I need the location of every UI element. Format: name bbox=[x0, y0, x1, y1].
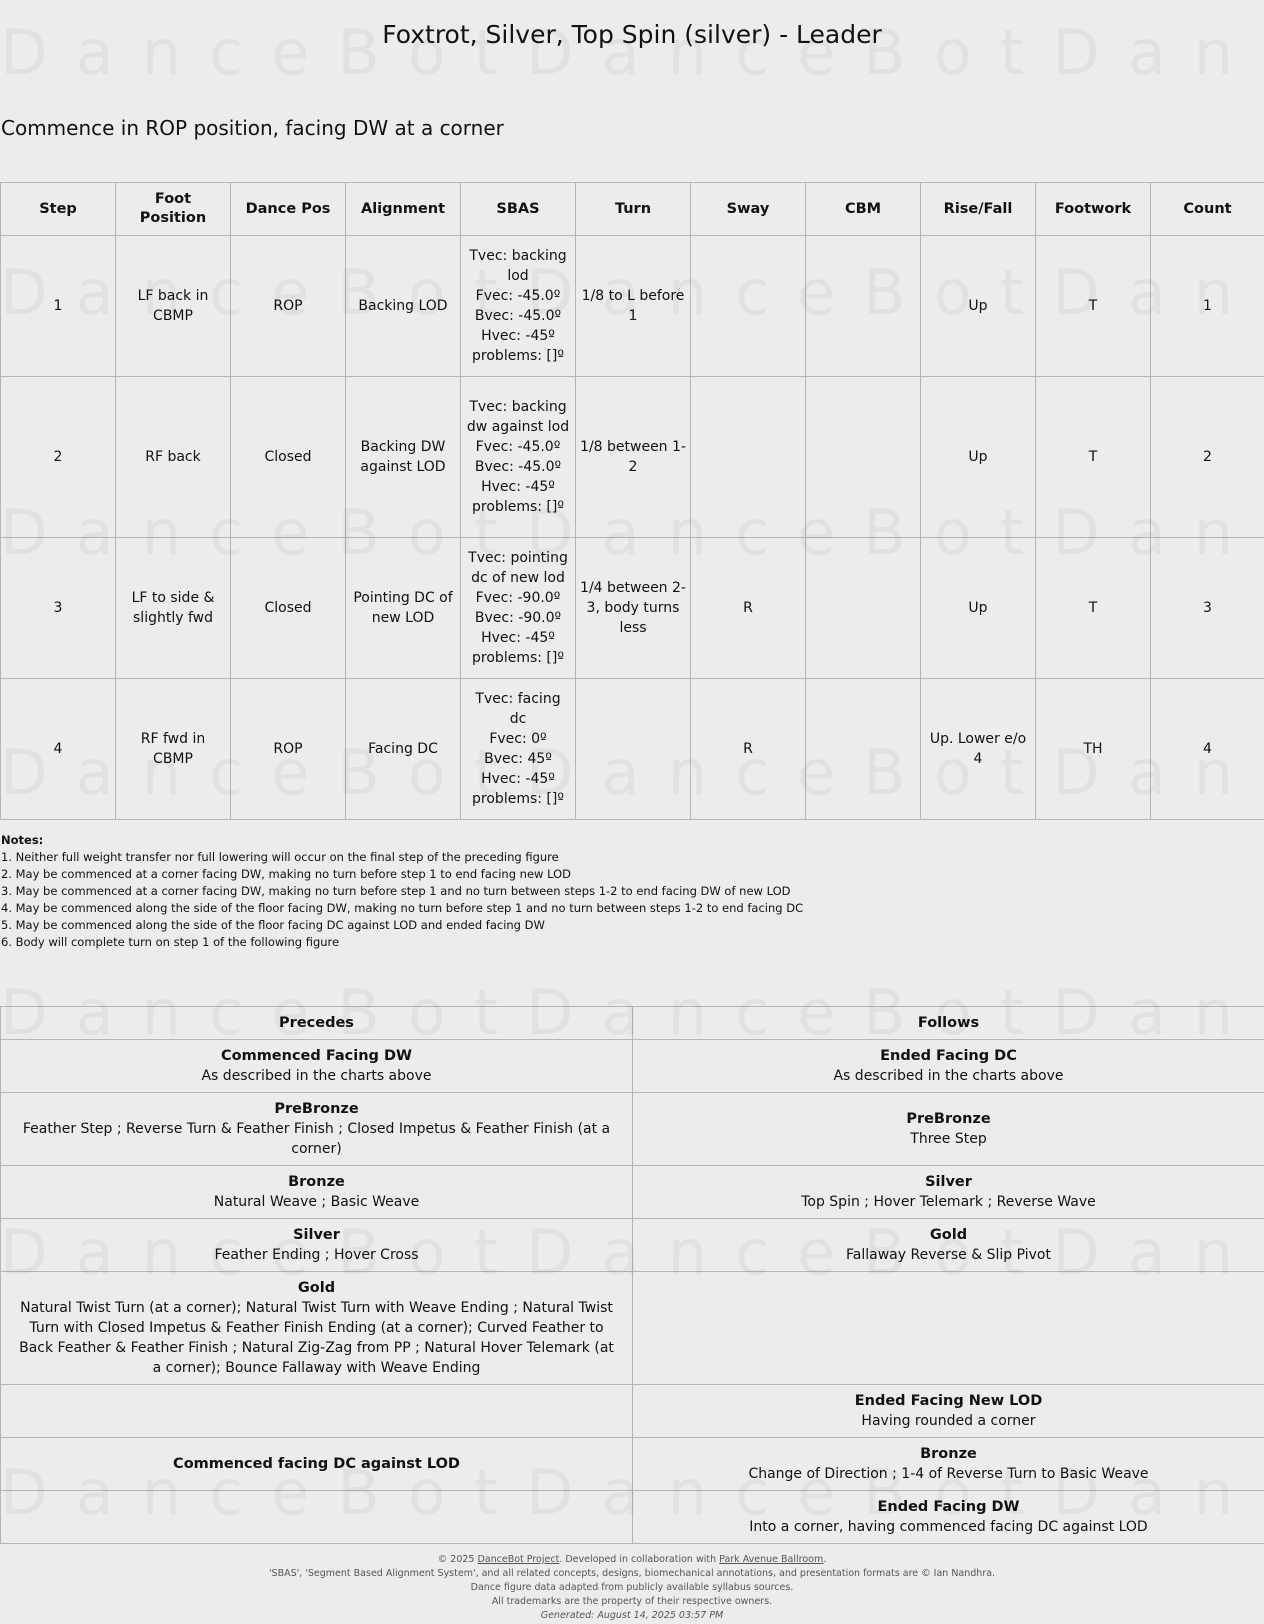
turn-cell: 1/8 between 1-2 bbox=[576, 377, 691, 538]
rise-fall-cell: Up bbox=[921, 538, 1036, 679]
group-title: Ended Facing DC bbox=[880, 1048, 1017, 1064]
precedes-header: Precedes bbox=[1, 1007, 633, 1040]
header-cbm: CBM bbox=[806, 183, 921, 236]
table-row bbox=[1, 1385, 1264, 1438]
header-footwork: Footwork bbox=[1036, 183, 1151, 236]
figure-list: Natural Weave ; Basic Weave bbox=[213, 1194, 420, 1210]
foot-position-cell: RF fwd in CBMP bbox=[116, 679, 231, 820]
follows-cell bbox=[633, 1219, 1264, 1272]
rise-fall-cell: Up bbox=[921, 377, 1036, 538]
precedes-cell bbox=[1, 1093, 633, 1166]
turn-cell: 1/4 between 2-3, body turns less bbox=[576, 538, 691, 679]
group-title: Commenced Facing DW bbox=[220, 1048, 413, 1064]
turn-cell: 1/8 to L before 1 bbox=[576, 236, 691, 377]
footer-copyright: © 2025 DanceBot Project. Developed in collaboration with Park Avenue Ballroom. bbox=[437, 1554, 827, 1565]
group-title: Bronze bbox=[920, 1446, 977, 1462]
table-row bbox=[1, 1438, 1264, 1491]
follows-cell bbox=[633, 1272, 1264, 1385]
table-row bbox=[1, 1219, 1264, 1272]
note-item: 3. May be commenced at a corner facing DW, making no turn before step 1 and no turn between steps 1-2 to end facing DW of new LOD bbox=[1, 884, 791, 898]
rise-fall-cell: Up bbox=[921, 236, 1036, 377]
count-cell: 2 bbox=[1151, 377, 1264, 538]
sway-cell bbox=[691, 236, 806, 377]
cbm-cell bbox=[806, 236, 921, 377]
footer-data-source: Dance figure data adapted from publicly available syllabus sources. bbox=[470, 1582, 794, 1593]
alignment-cell: Backing LOD bbox=[346, 236, 461, 377]
step-cell: 4 bbox=[1, 679, 116, 820]
precedes-cell bbox=[1, 1385, 633, 1438]
rise-fall-cell: Up. Lower e/o 4 bbox=[921, 679, 1036, 820]
turn-cell bbox=[576, 679, 691, 820]
sbas-hvec: Hvec: -45º bbox=[481, 771, 555, 787]
sbas-hvec: Hvec: -45º bbox=[481, 328, 555, 344]
figure-list: Natural Twist Turn (at a corner); Natural Twist Turn with Weave Ending ; Natural Twist Turn with Closed Impetus & Feather Finish Ending (at a corner); Curved Feather to Back Feather & Feather Finish ; Natural Zig-Zag from PP ; Natural Hover Telemark (at a corner); Bounce Fallaway with Weave Ending bbox=[19, 1300, 614, 1376]
header-sbas: SBAS bbox=[461, 183, 576, 236]
sbas-fvec: Fvec: -90.0º bbox=[475, 590, 561, 606]
follows-cell bbox=[633, 1438, 1264, 1491]
header-alignment: Alignment bbox=[346, 183, 461, 236]
sbas-fvec: Fvec: -45.0º bbox=[475, 288, 561, 304]
footwork-cell: TH bbox=[1036, 679, 1151, 820]
note-item: 5. May be commenced along the side of the floor facing DC against LOD and ended facing DW bbox=[1, 918, 545, 932]
precedes-follows-table bbox=[0, 1006, 1264, 1544]
alignment-cell: Facing DC bbox=[346, 679, 461, 820]
figure-list: As described in the charts above bbox=[833, 1068, 1064, 1084]
precedes-cell bbox=[1, 1219, 633, 1272]
sbas-tvec: Tvec: backing lod bbox=[469, 248, 567, 284]
count-cell: 3 bbox=[1151, 538, 1264, 679]
precedes-cell bbox=[1, 1491, 633, 1544]
follows-cell bbox=[633, 1093, 1264, 1166]
notes-title: Notes: bbox=[1, 833, 44, 847]
sbas-tvec: Tvec: backing dw against lod bbox=[466, 399, 570, 435]
table-row bbox=[1, 538, 1264, 679]
footer-trademarks: All trademarks are the property of their respective owners. bbox=[491, 1596, 773, 1607]
copyright-prefix: © 2025 bbox=[437, 1554, 475, 1565]
cbm-cell bbox=[806, 377, 921, 538]
sbas-problems: problems: []º bbox=[472, 348, 564, 364]
dance-pos-cell: Closed bbox=[231, 377, 346, 538]
figure-list: As described in the charts above bbox=[201, 1068, 432, 1084]
table-row bbox=[1, 1491, 1264, 1544]
note-item: 4. May be commenced along the side of the floor facing DW, making no turn before step 1 and no turn between steps 1-2 to end facing DC bbox=[1, 901, 804, 915]
figure-list: Top Spin ; Hover Telemark ; Reverse Wave bbox=[801, 1194, 1096, 1210]
steps-header-row bbox=[1, 183, 1264, 236]
note-item: 1. Neither full weight transfer nor full lowering will occur on the final step of the preceding figure bbox=[1, 850, 559, 864]
figure-list: Into a corner, having commenced facing DC against LOD bbox=[749, 1519, 1148, 1535]
group-title: Silver bbox=[293, 1227, 340, 1243]
header-sway: Sway bbox=[691, 183, 806, 236]
count-cell: 4 bbox=[1151, 679, 1264, 820]
sbas-cell bbox=[461, 538, 576, 679]
follows-cell bbox=[633, 1385, 1264, 1438]
count-cell: 1 bbox=[1151, 236, 1264, 377]
sway-cell: R bbox=[691, 679, 806, 820]
table-row bbox=[1, 236, 1264, 377]
page-footer bbox=[0, 1553, 1264, 1623]
footwork-cell: T bbox=[1036, 538, 1151, 679]
step-cell: 3 bbox=[1, 538, 116, 679]
footwork-cell: T bbox=[1036, 236, 1151, 377]
precedes-cell bbox=[1, 1272, 633, 1385]
sway-cell: R bbox=[691, 538, 806, 679]
step-cell: 1 bbox=[1, 236, 116, 377]
group-title: Bronze bbox=[288, 1174, 345, 1190]
sbas-tvec: Tvec: pointing dc of new lod bbox=[468, 550, 568, 586]
alignment-cell: Pointing DC of new LOD bbox=[346, 538, 461, 679]
group-title: Gold bbox=[297, 1280, 336, 1296]
header-dance-pos: Dance Pos bbox=[231, 183, 346, 236]
foot-position-cell: LF back in CBMP bbox=[116, 236, 231, 377]
precedes-cell bbox=[1, 1040, 633, 1093]
sbas-cell bbox=[461, 679, 576, 820]
foot-position-cell: LF to side & slightly fwd bbox=[116, 538, 231, 679]
precedes-cell bbox=[1, 1166, 633, 1219]
sway-cell bbox=[691, 377, 806, 538]
group-title: Ended Facing New LOD bbox=[854, 1393, 1043, 1409]
steps-table bbox=[0, 182, 1264, 820]
table-row bbox=[1, 1166, 1264, 1219]
sbas-cell bbox=[461, 377, 576, 538]
ballroom-link[interactable]: Park Avenue Ballroom bbox=[719, 1554, 824, 1565]
figure-list: Change of Direction ; 1-4 of Reverse Turn to Basic Weave bbox=[748, 1466, 1149, 1482]
figure-list: Feather Ending ; Hover Cross bbox=[214, 1247, 419, 1263]
sbas-fvec: Fvec: 0º bbox=[489, 731, 547, 747]
table-row bbox=[1, 1093, 1264, 1166]
sbas-problems: problems: []º bbox=[472, 650, 564, 666]
follows-header: Follows bbox=[633, 1007, 1264, 1040]
notes-section bbox=[1, 832, 803, 951]
sbas-hvec: Hvec: -45º bbox=[481, 630, 555, 646]
note-item: 2. May be commenced at a corner facing DW, making no turn before step 1 to end facing new LOD bbox=[1, 867, 571, 881]
sbas-bvec: Bvec: -90.0º bbox=[474, 610, 562, 626]
header-turn: Turn bbox=[576, 183, 691, 236]
precedes-cell: Commenced facing DC against LOD bbox=[1, 1438, 633, 1491]
header-count: Count bbox=[1151, 183, 1264, 236]
table-row bbox=[1, 1040, 1264, 1093]
follows-cell bbox=[633, 1166, 1264, 1219]
cbm-cell bbox=[806, 538, 921, 679]
header-step: Step bbox=[1, 183, 116, 236]
header-rise-fall: Rise/Fall bbox=[921, 183, 1036, 236]
page-title: Foxtrot, Silver, Top Spin (silver) - Leader bbox=[382, 20, 882, 49]
cbm-cell bbox=[806, 679, 921, 820]
footwork-cell: T bbox=[1036, 377, 1151, 538]
follows-cell bbox=[633, 1491, 1264, 1544]
group-title: PreBronze bbox=[906, 1111, 991, 1127]
dancebot-link[interactable]: DanceBot Project bbox=[477, 1554, 560, 1565]
step-cell: 2 bbox=[1, 377, 116, 538]
group-title: PreBronze bbox=[274, 1101, 359, 1117]
dance-pos-cell: Closed bbox=[231, 538, 346, 679]
table-row bbox=[1, 679, 1264, 820]
sbas-hvec: Hvec: -45º bbox=[481, 479, 555, 495]
dance-pos-cell: ROP bbox=[231, 236, 346, 377]
sbas-bvec: Bvec: -45.0º bbox=[474, 308, 562, 324]
group-title: Ended Facing DW bbox=[877, 1499, 1020, 1515]
sbas-bvec: Bvec: 45º bbox=[484, 751, 552, 767]
header-foot-position: Foot Position bbox=[116, 183, 231, 236]
pf-header-row bbox=[1, 1007, 1264, 1040]
alignment-cell: Backing DW against LOD bbox=[346, 377, 461, 538]
follows-cell bbox=[633, 1040, 1264, 1093]
figure-list: Having rounded a corner bbox=[861, 1413, 1036, 1429]
sbas-cell bbox=[461, 236, 576, 377]
notes-list bbox=[1, 849, 803, 951]
sbas-bvec: Bvec: -45.0º bbox=[474, 459, 562, 475]
group-title: Silver bbox=[925, 1174, 972, 1190]
sbas-fvec: Fvec: -45.0º bbox=[475, 439, 561, 455]
sbas-problems: problems: []º bbox=[472, 791, 564, 807]
figure-list: Three Step bbox=[910, 1131, 987, 1147]
dance-pos-cell: ROP bbox=[231, 679, 346, 820]
note-item: 6. Body will complete turn on step 1 of the following figure bbox=[1, 935, 340, 949]
table-row bbox=[1, 1272, 1264, 1385]
group-title: Gold bbox=[929, 1227, 968, 1243]
foot-position-cell: RF back bbox=[116, 377, 231, 538]
collab-text: . Developed in collaboration with bbox=[559, 1554, 717, 1565]
footer-generated: Generated: August 14, 2025 03:57 PM bbox=[540, 1610, 724, 1621]
sbas-tvec: Tvec: facing dc bbox=[475, 691, 561, 727]
table-row bbox=[1, 377, 1264, 538]
sbas-problems: problems: []º bbox=[472, 499, 564, 515]
figure-list: Feather Step ; Reverse Turn & Feather Finish ; Closed Impetus & Feather Finish (at a corner) bbox=[22, 1121, 611, 1157]
footer-sbas-notice: 'SBAS', 'Segment Based Alignment System', and all related concepts, designs, biomechanical annotations, and presentation formats are © Ian Nandhra. bbox=[268, 1568, 996, 1579]
figure-list: Fallaway Reverse & Slip Pivot bbox=[846, 1247, 1051, 1263]
commence-heading: Commence in ROP position, facing DW at a corner bbox=[1, 116, 504, 140]
